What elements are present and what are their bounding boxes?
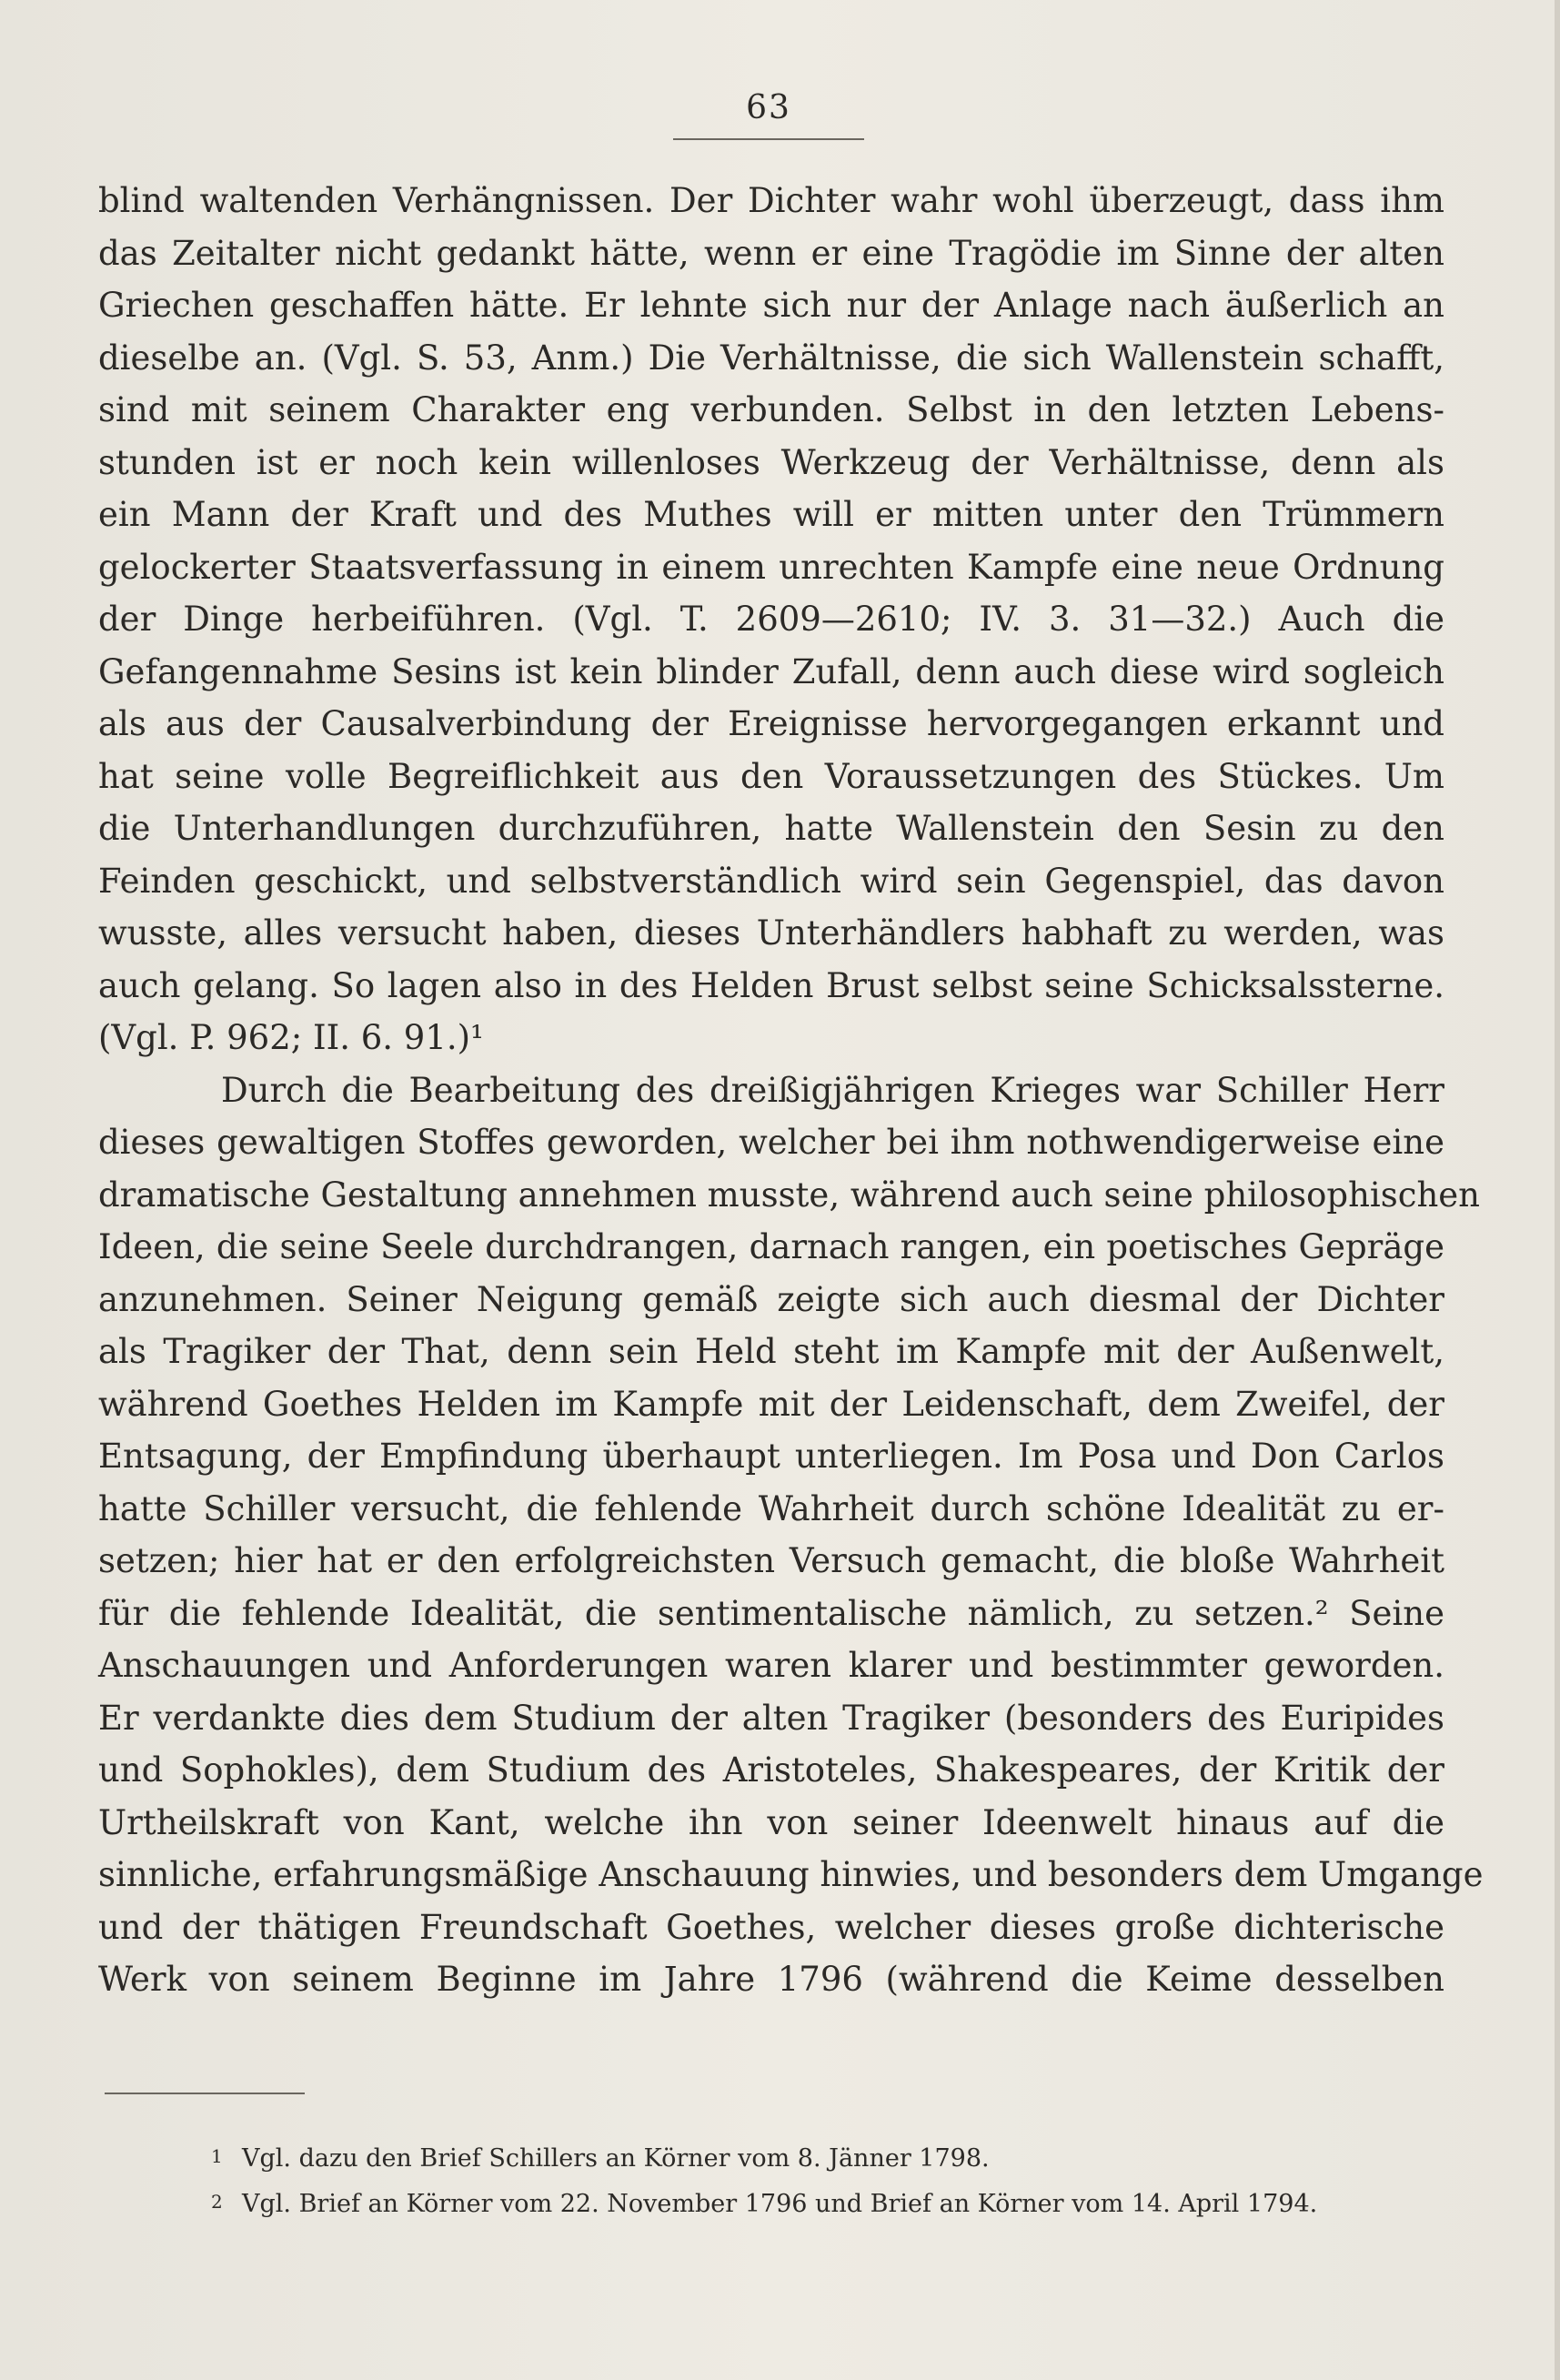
text-line: Entsagung, der Empfindung überhaupt unterliegen. Im Posa und Don Carlos xyxy=(98,1437,1444,1476)
text-line: als aus der Causalverbindung der Ereignisse hervorgegangen erkannt und xyxy=(98,704,1444,743)
text-line: sind mit seinem Charakter eng verbunden. Selbst in den letzten Lebens- xyxy=(98,390,1444,429)
text-line: als Tragiker der That, denn sein Held steht im Kampfe mit der Außenwelt, xyxy=(98,1332,1444,1371)
paragraph-2 xyxy=(98,1064,1484,2006)
text-line: Urtheilskraft von Kant, welche ihn von seiner Ideenwelt hinaus auf die xyxy=(98,1802,1444,1842)
text-line: gelockerter Staatsverfassung in einem unrechten Kampfe eine neue Ordnung xyxy=(98,547,1444,587)
text-line: Feinden geschickt, und selbstverständlich wird sein Gegenspiel, das davon xyxy=(98,861,1444,901)
text-line: Griechen geschaffen hätte. Er lehnte sich nur der Anlage nach äußerlich an xyxy=(98,286,1444,325)
footnote-text: Vgl. dazu den Brief Schillers an Körner vom 8. Jänner 1798. xyxy=(242,2144,990,2173)
text-line: stunden ist er noch kein willenloses Werkzeug der Verhältnisse, denn als xyxy=(98,442,1444,482)
page-edge xyxy=(1555,0,1560,2380)
text-line: der Dinge herbeiführen. (Vgl. T. 2609—2610; IV. 3. 31—32.) Auch die xyxy=(98,600,1444,639)
text-line: dieses gewaltigen Stoffes geworden, welcher bei ihm nothwendigerweise eine xyxy=(98,1123,1444,1162)
text-line: während Goethes Helden im Kampfe mit der Leidenschaft, dem Zweifel, der xyxy=(98,1384,1444,1424)
text-line: wusste, alles versucht haben, dieses Unterhändlers habhaft zu werden, was xyxy=(98,913,1444,953)
text-line: setzen; hier hat er den erfolgreichsten Versuch gemacht, die bloße Wahrheit xyxy=(98,1541,1444,1580)
text-line: blind waltenden Verhängnissen. Der Dichter wahr wohl überzeugt, dass ihm xyxy=(98,181,1444,220)
text-line: für die fehlende Idealität, die sentimentalische nämlich, zu setzen.² Seine xyxy=(98,1593,1444,1633)
text-line: und Sophokles), dem Studium des Aristoteles, Shakespeares, der Kritik der xyxy=(98,1750,1444,1790)
footnote-marker: 1 xyxy=(211,2145,223,2167)
text-line: das Zeitalter nicht gedankt hätte, wenn er eine Tragödie im Sinne der alten xyxy=(98,233,1444,273)
header-rule xyxy=(673,138,864,140)
text-line: Gefangennahme Sesins ist kein blinder Zufall, denn auch diese wird sogleich xyxy=(98,651,1444,691)
text-line: Durch die Bearbeitung des dreißigjährigen Krieges war Schiller Herr xyxy=(221,1070,1444,1110)
text-line: die Unterhandlungen durchzuführen, hatte Wallenstein den Sesin zu den xyxy=(98,809,1444,848)
text-line: ein Mann der Kraft und des Muthes will er mitten unter den Trümmern xyxy=(98,495,1444,534)
footnote-1 xyxy=(211,2133,1448,2179)
text-line: Er verdankte dies dem Studium der alten Tragiker (besonders des Euripides xyxy=(98,1698,1444,1738)
footnote-rule xyxy=(105,2093,305,2094)
footnotes xyxy=(211,2133,1448,2224)
text-line: sinnliche, erfahrungsmäßige Anschauung hinwies, und besonders dem Umgange xyxy=(98,1855,1484,1894)
text-line: dieselbe an. (Vgl. S. 53, Anm.) Die Verhältnisse, die sich Wallenstein schafft, xyxy=(98,338,1444,378)
text-line: (Vgl. P. 962; II. 6. 91.)¹ xyxy=(98,1018,484,1057)
text-line: Anschauungen und Anforderungen waren klarer und bestimmter geworden. xyxy=(98,1646,1444,1685)
text-line: hatte Schiller versucht, die fehlende Wahrheit durch schöne Idealität zu er- xyxy=(98,1488,1444,1528)
text-line: hat seine volle Begreiflichkeit aus den Voraussetzungen des Stückes. Um xyxy=(98,756,1444,796)
text-line: Werk von seinem Beginne im Jahre 1796 (während die Keime desselben xyxy=(98,1960,1444,1999)
footnote-2 xyxy=(211,2179,1448,2224)
text-line: Ideen, die seine Seele durchdrangen, darnach rangen, ein poetisches Gepräge xyxy=(98,1227,1444,1266)
paragraph-1 xyxy=(98,175,1444,1064)
footnote-text: Vgl. Brief an Körner vom 22. November 1796 und Brief an Körner vom 14. April 1794. xyxy=(242,2190,1318,2218)
text-line: und der thätigen Freundschaft Goethes, welcher dieses große dichterische xyxy=(98,1907,1444,1947)
text-line: auch gelang. So lagen also in des Helden Brust selbst seine Schicksalssterne. xyxy=(98,965,1444,1005)
page-number: 63 xyxy=(746,89,791,126)
text-line: anzunehmen. Seiner Neigung gemäß zeigte sich auch diesmal der Dichter xyxy=(98,1279,1444,1319)
text-line: dramatische Gestaltung annehmen musste, während auch seine philosophischen xyxy=(98,1175,1481,1215)
footnote-marker: 2 xyxy=(211,2191,223,2213)
body-text xyxy=(98,175,1484,2006)
